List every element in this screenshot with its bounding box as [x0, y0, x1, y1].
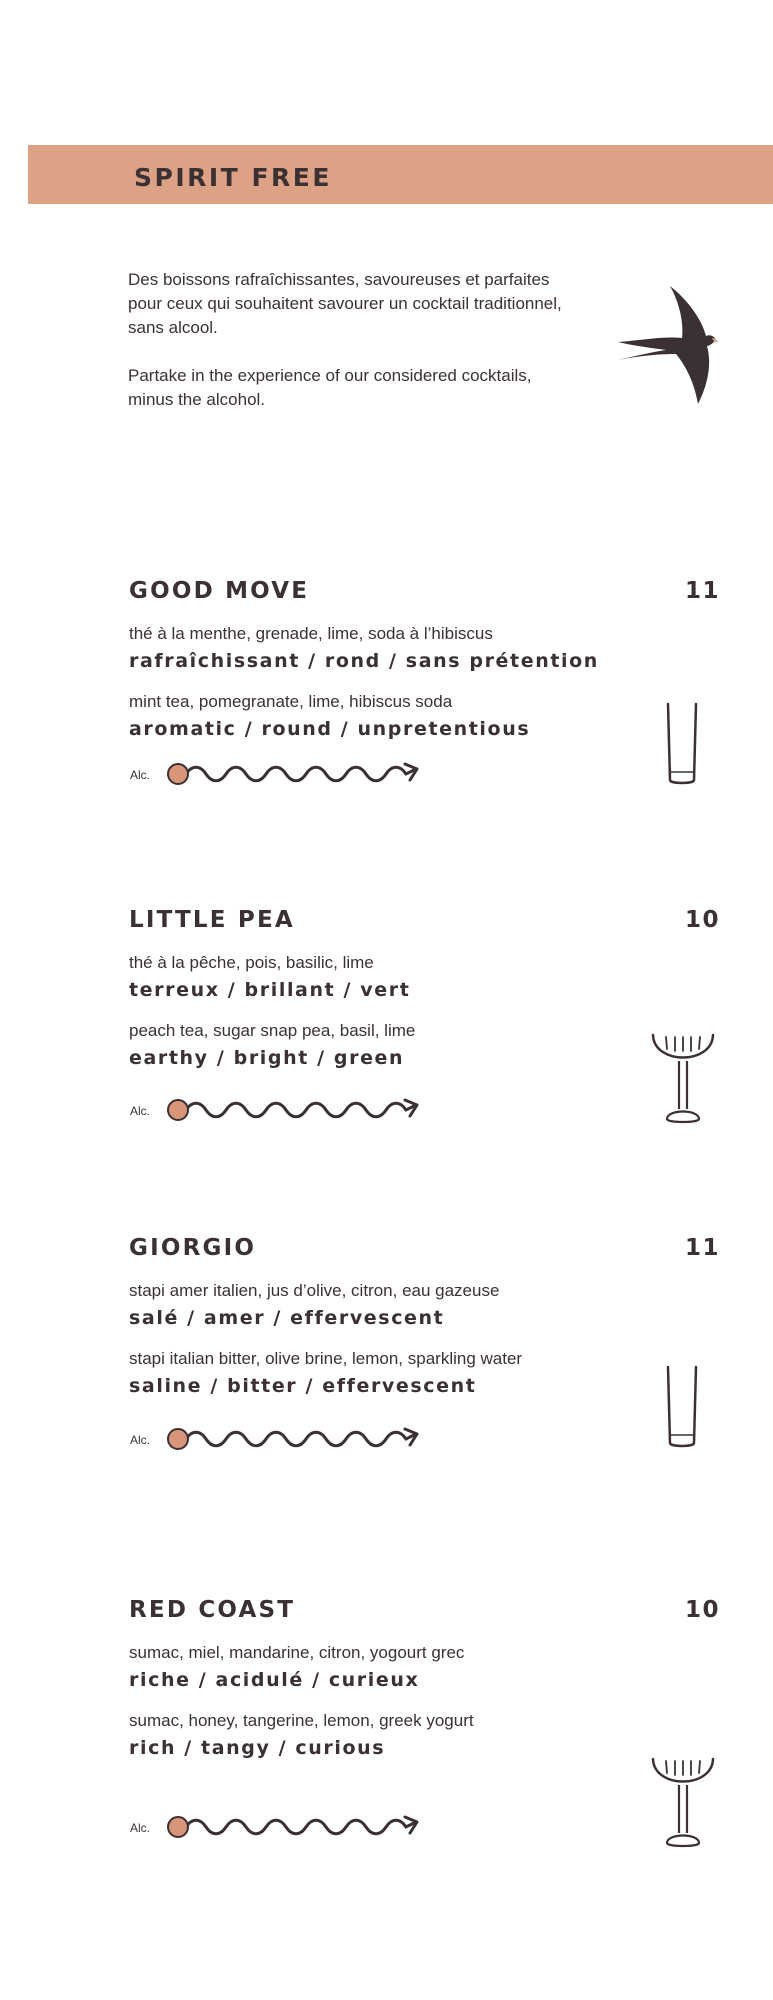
- ingredients-english: peach tea, sugar snap pea, basil, lime: [129, 1021, 416, 1040]
- highball-glass-icon: [662, 700, 702, 788]
- menu-item-red-coast: [0, 1597, 773, 1857]
- alc-label: Alc.: [130, 1433, 151, 1447]
- menu-item-giorgio: [0, 1235, 773, 1495]
- ingredients-french: thé à la menthe, grenade, lime, soda à l’hibiscus: [129, 624, 493, 643]
- item-price: 10: [684, 907, 720, 933]
- ingredients-french: sumac, miel, mandarine, citron, yogourt grec: [129, 1643, 465, 1662]
- alcohol-level-dot: [168, 1817, 188, 1837]
- item-price: 10: [684, 1597, 720, 1623]
- ingredients-english: mint tea, pomegranate, lime, hibiscus soda: [129, 692, 453, 711]
- tasting-notes-english: earthy / bright / green: [129, 1047, 405, 1069]
- alc-label: Alc.: [130, 768, 151, 782]
- alcohol-meter: [164, 1094, 429, 1124]
- tasting-notes-french: salé / amer / effervescent: [129, 1307, 445, 1329]
- ingredients-french: stapi amer italien, jus d’olive, citron, eau gazeuse: [129, 1281, 500, 1300]
- alcohol-level-dot: [168, 764, 188, 784]
- alc-label: Alc.: [130, 1104, 151, 1118]
- section-header-band: [28, 145, 773, 204]
- section-title: SPIRIT FREE: [134, 163, 332, 192]
- swallow-icon: [612, 280, 722, 410]
- tasting-notes-english: aromatic / round / unpretentious: [129, 718, 531, 740]
- item-price: 11: [684, 1235, 720, 1261]
- ingredients-english: sumac, honey, tangerine, lemon, greek yogurt: [129, 1711, 474, 1730]
- section-intro: [128, 268, 568, 436]
- item-name: RED COAST: [129, 1597, 296, 1623]
- tasting-notes-english: rich / tangy / curious: [129, 1737, 386, 1759]
- item-price: 11: [684, 578, 720, 604]
- coupe-glass-icon: [650, 1031, 716, 1127]
- alcohol-meter: [164, 1811, 429, 1841]
- alcohol-level-dot: [168, 1429, 188, 1449]
- coupe-glass-icon: [650, 1755, 716, 1851]
- menu-item-little-pea: [0, 907, 773, 1167]
- tasting-notes-english: saline / bitter / effervescent: [129, 1375, 477, 1397]
- ingredients-french: thé à la pêche, pois, basilic, lime: [129, 953, 374, 972]
- menu-item-good-move: [0, 578, 773, 838]
- alcohol-level-dot: [168, 1100, 188, 1120]
- tasting-notes-french: rafraîchissant / rond / sans prétention: [129, 650, 599, 672]
- tasting-notes-french: terreux / brillant / vert: [129, 979, 411, 1001]
- tasting-notes-french: riche / acidulé / curieux: [129, 1669, 420, 1691]
- item-name: LITTLE PEA: [129, 907, 295, 933]
- ingredients-english: stapi italian bitter, olive brine, lemon, sparkling water: [129, 1349, 523, 1368]
- item-name: GIORGIO: [129, 1235, 257, 1261]
- alcohol-meter: [164, 1423, 429, 1453]
- intro-english: Partake in the experience of our considered cocktails, minus the alcohol.: [128, 366, 532, 409]
- item-name: GOOD MOVE: [129, 578, 310, 604]
- alcohol-meter: [164, 758, 429, 788]
- alc-label: Alc.: [130, 1821, 151, 1835]
- intro-french: Des boissons rafraîchissantes, savoureuses et parfaites pour ceux qui souhaitent savourer un cocktail traditionnel, sans alcool.: [128, 270, 562, 337]
- highball-glass-icon: [662, 1363, 702, 1451]
